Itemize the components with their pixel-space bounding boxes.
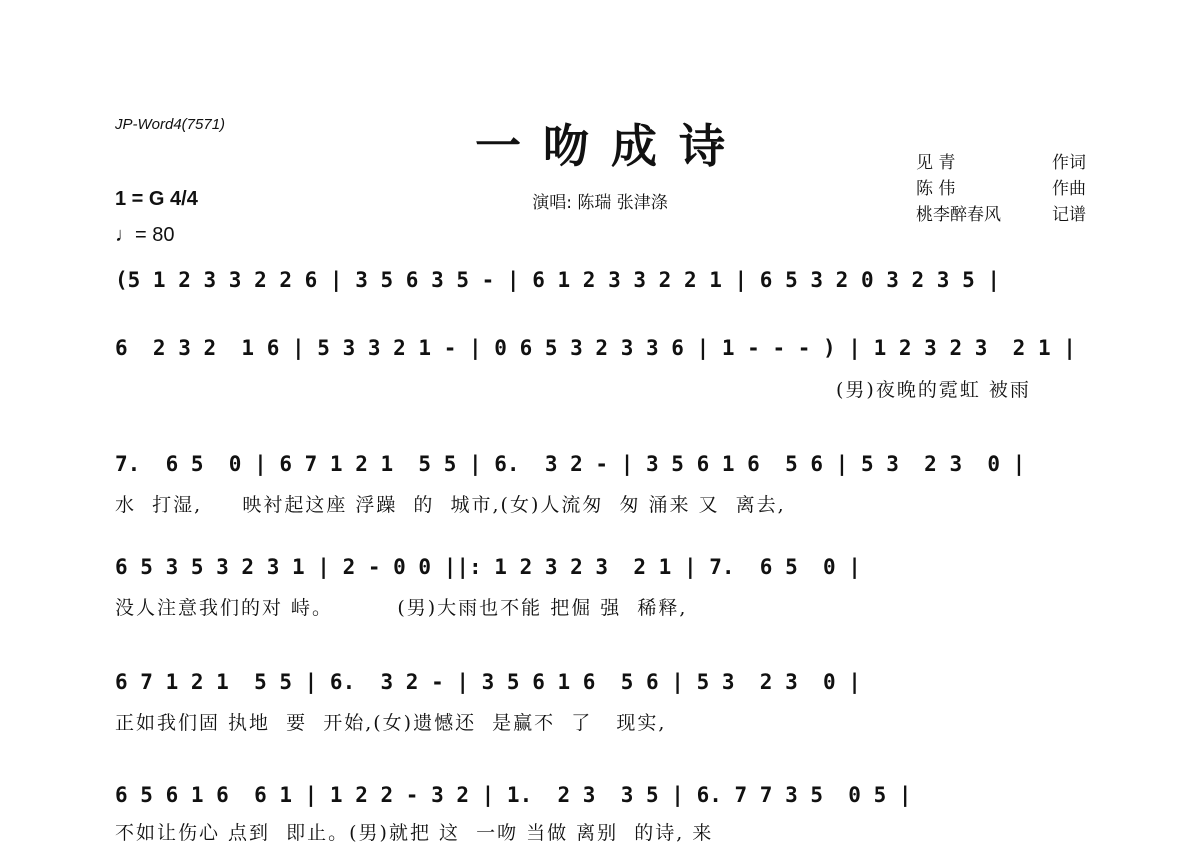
credit-name: 桃李醉春风 bbox=[916, 205, 1001, 225]
credit-name: 陈 伟 bbox=[916, 179, 956, 199]
lyric-row-2: (男)夜晚的霓虹 被雨 bbox=[836, 379, 1031, 401]
credit-lyricist bbox=[916, 150, 1086, 176]
source-label: JP-Word4(7571) bbox=[115, 116, 226, 133]
notation-row-2: 6 2 3 2 1 6 | 5 3 3 2 1 - | 0 6 5 3 2 3 3 6 | 1 - - - ) | 1 2 3 2 3 2 1 | bbox=[115, 336, 1076, 360]
credit-role: 作曲 bbox=[1052, 179, 1086, 199]
tempo-marking: ♩= 80 bbox=[115, 224, 175, 246]
lyric-row-4: 没人注意我们的对 峙。 (男)大雨也不能 把倔 强 稀释, bbox=[115, 597, 688, 619]
lyric-row-6: 不如让伤心 点到 即止。(男)就把 这 一吻 当做 离别 的诗, 来 bbox=[115, 822, 714, 844]
notation-row-1: (5 1 2 3 3 2 2 6 | 3 5 6 3 5 - | 6 1 2 3 3 2 2 1 | 6 5 3 2 0 3 2 3 5 | bbox=[115, 268, 1001, 292]
notation-row-5: 6 7 1 2 1 5 5 | 6. 3 2 - | 3 5 6 1 6 5 6 | 5 3 2 3 0 | bbox=[115, 670, 861, 694]
lyric-row-5: 正如我们固 执地 要 开始,(女)遗憾还 是赢不 了 现实, bbox=[115, 712, 667, 734]
notation-row-6: 6 5 6 1 6 6 1 | 1 2 2 - 3 2 | 1. 2 3 3 5 | 6. 7 7 3 5 0 5 | bbox=[115, 783, 912, 807]
credit-name: 见 青 bbox=[916, 153, 956, 173]
credit-composer bbox=[916, 176, 1086, 202]
credit-role: 作词 bbox=[1052, 153, 1086, 173]
song-title: 一吻成诗 bbox=[475, 119, 747, 173]
credit-transcriber bbox=[916, 202, 1086, 228]
notation-row-4: 6 5 3 5 3 2 3 1 | 2 - 0 0 ||: 1 2 3 2 3 2 1 | 7. 6 5 0 | bbox=[115, 555, 861, 579]
credit-role: 记谱 bbox=[1052, 205, 1086, 225]
credits-block bbox=[916, 150, 1086, 228]
singer-label: 演唱: 陈瑞 张津涤 bbox=[532, 193, 668, 213]
lyric-row-3: 水 打湿, 映衬起这座 浮躁 的 城市,(女)人流匆 匆 涌来 又 离去, bbox=[115, 494, 786, 516]
key-signature: 1 = G 4/4 bbox=[115, 188, 198, 210]
notation-row-3: 7. 6 5 0 | 6 7 1 2 1 5 5 | 6. 3 2 - | 3 5 6 1 6 5 6 | 5 3 2 3 0 | bbox=[115, 452, 1026, 476]
